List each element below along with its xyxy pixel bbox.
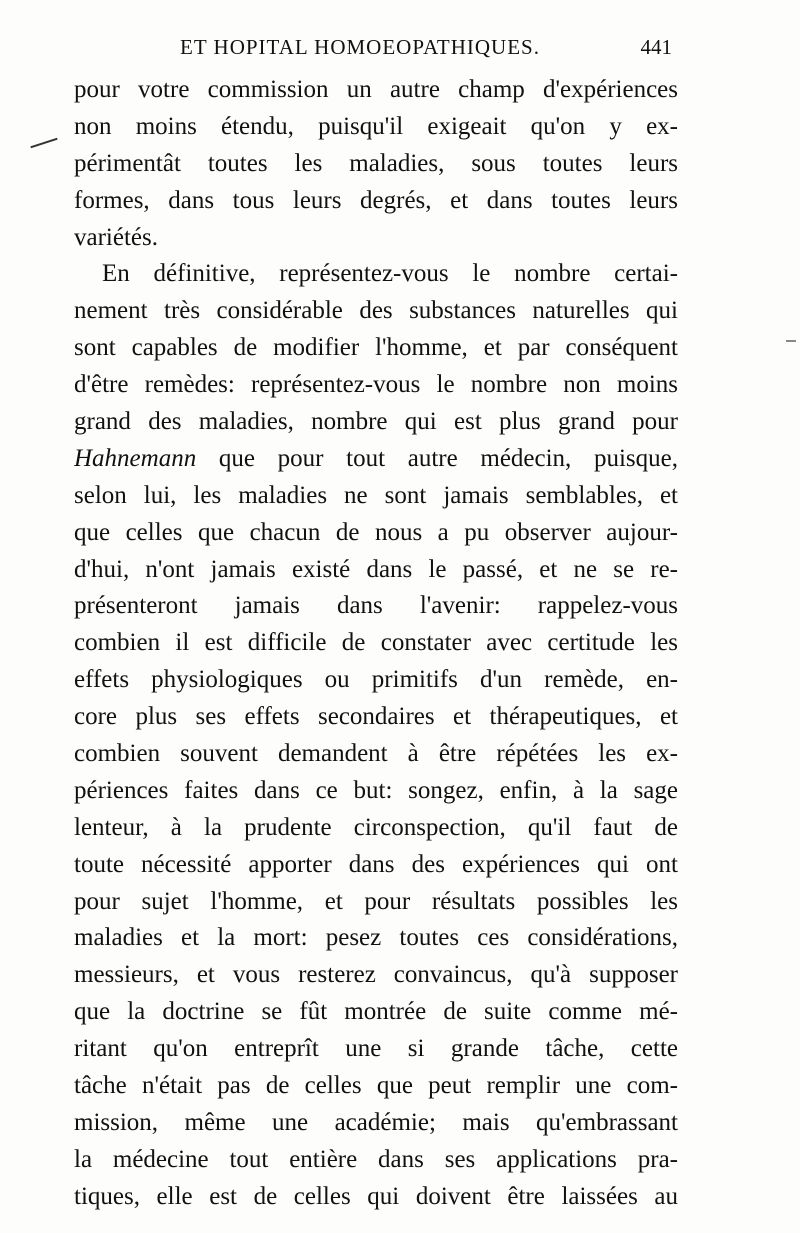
text-line: maladies et la mort: pesez toutes ces considérations, xyxy=(74,924,678,952)
text-line: tâche n'était pas de celles que peut remplir une com- xyxy=(74,1072,678,1100)
edge-mark xyxy=(786,340,796,342)
text-line: périences faites dans ce but: songez, enfin, à la sage xyxy=(74,776,678,804)
text-line: ritant qu'on entreprît une si grande tâche, cette xyxy=(74,1035,678,1063)
text-line: pour sujet l'homme, et pour résultats possibles les xyxy=(74,887,678,915)
text-line: messieurs, et vous resterez convaincus, qu'à supposer xyxy=(74,961,678,989)
text-line-with-name xyxy=(74,441,678,478)
text-line: d'être remèdes: représentez-vous le nombre non moins xyxy=(74,371,678,399)
text-line: périmentât toutes les maladies, sous toutes leurs xyxy=(74,149,678,177)
text-line: lenteur, à la prudente circonspection, qu'il faut de xyxy=(74,813,678,841)
text-line: que la doctrine se fût montrée de suite comme mé- xyxy=(74,998,678,1026)
text-line: grand des maladies, nombre qui est plus grand pour xyxy=(74,408,678,436)
margin-pen-mark xyxy=(30,138,57,149)
text-line: la médecine tout entière dans ses applications pra- xyxy=(74,1145,678,1173)
text-line: pour votre commission un autre champ d'expériences xyxy=(74,76,678,103)
text-line: que celles que chacun de nous a pu observer aujour- xyxy=(74,518,678,546)
text-line: tiques, elle est de celles qui doivent être laissées au xyxy=(74,1182,678,1210)
text-line: non moins étendu, puisqu'il exigeait qu'on y ex- xyxy=(74,112,678,140)
text-line-rest: que pour tout autre médecin, puisque, xyxy=(218,444,678,472)
text-line: combien souvent demandent à être répétées les ex- xyxy=(74,740,678,768)
text-line: core plus ses effets secondaires et thérapeutiques, et xyxy=(74,703,678,731)
text-line: effets physiologiques ou primitifs d'un remède, en- xyxy=(74,666,678,694)
running-head: ET HOPITAL HOMOEOPATHIQUES. xyxy=(180,35,540,59)
page-number: 441 xyxy=(640,35,672,59)
italic-name: Hahnemann xyxy=(74,444,197,472)
text-line: d'hui, n'ont jamais existé dans le passé, et ne se re- xyxy=(74,555,678,583)
text-line: toute nécessité apporter dans des expériences qui ont xyxy=(74,850,678,878)
page-header xyxy=(0,30,800,64)
text-line: mission, même une académie; mais qu'embrassant xyxy=(74,1108,678,1136)
text-line: formes, dans tous leurs degrés, et dans toutes leurs xyxy=(74,186,678,214)
text-line: nement très considérable des substances naturelles qui xyxy=(74,297,678,325)
text-line: sont capables de modifier l'homme, et par conséquent xyxy=(74,334,678,362)
text-line: combien il est difficile de constater avec certitude les xyxy=(74,629,678,657)
text-line: variétés. xyxy=(74,223,158,251)
body-text xyxy=(74,72,678,1210)
text-line: présenteront jamais dans l'avenir: rappelez-vous xyxy=(74,592,678,620)
text-line: selon lui, les maladies ne sont jamais semblables, et xyxy=(74,481,678,509)
text-line: En définitive, représentez-vous le nombre certai- xyxy=(102,260,678,288)
